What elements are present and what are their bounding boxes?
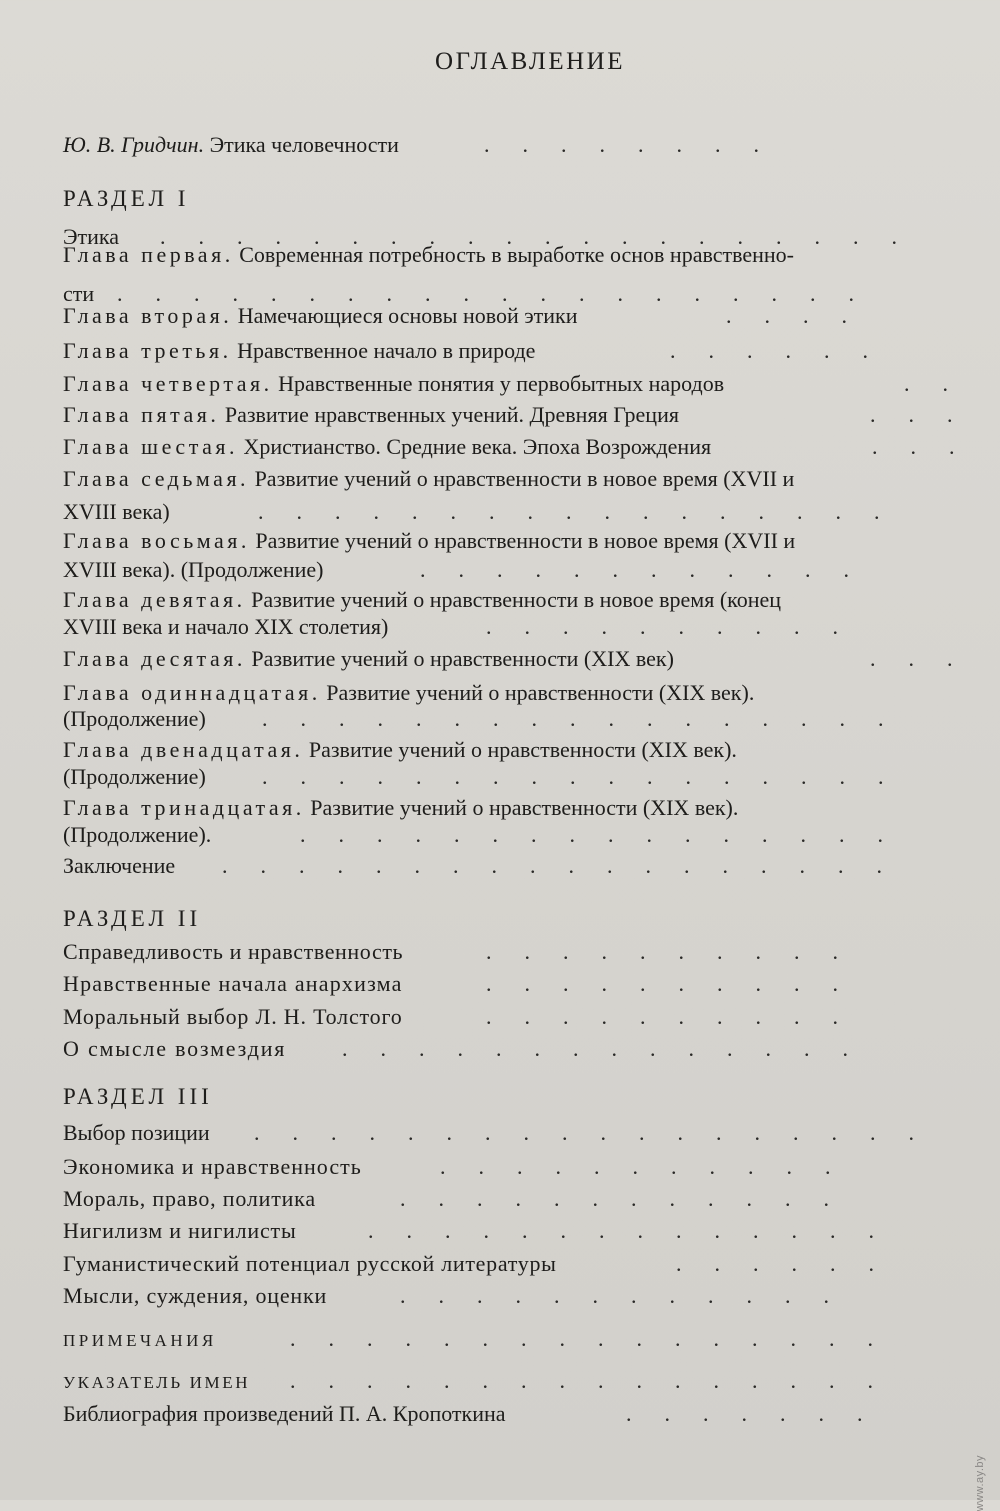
toc-entry-bibliography: Библиография произведений П. А. Кропоткина	[63, 1401, 506, 1426]
leader-dots: . . . . . . . . . .	[486, 614, 838, 639]
toc-entry-chapter-9-cont: XVIII века и начало XIX столетия)	[63, 614, 389, 639]
chapter-title: Развитие нравственных учений. Древняя Греция	[224, 402, 679, 427]
chapter-label: Глава четвертая.	[63, 371, 273, 396]
toc-entry-chapter-1	[63, 242, 794, 268]
toc-entry-position: Выбор позиции	[63, 1120, 210, 1145]
chapter-label: Глава десятая.	[63, 646, 246, 671]
toc-entry-chapter-11	[63, 680, 754, 706]
leader-dots: . . . .	[726, 303, 847, 328]
leader-dots: . . .	[870, 646, 953, 671]
chapter-label: Глава седьмая.	[63, 466, 250, 491]
leader-dots: . . . . . . . . . . . . . .	[368, 1218, 874, 1243]
leader-dots: . . .	[870, 402, 953, 427]
intro-title: Этика человечности	[209, 132, 399, 157]
chapter-title: Намечающиеся основы новой этики	[237, 303, 578, 328]
toc-entry-nihilism: Нигилизм и нигилисты	[63, 1218, 297, 1243]
chapter-title: Нравственное начало в природе	[237, 338, 536, 363]
toc-entry-notes: ПРИМЕЧАНИЯ	[63, 1331, 217, 1350]
chapter-title: Развитие учений о нравственности в новое время (XVII и	[255, 528, 796, 553]
leader-dots: . . . . . . . . . . .	[440, 1154, 831, 1179]
leader-dots: . . . . . . . . . . . . . . . . . . . .	[117, 281, 854, 306]
toc-entry-chapter-6	[63, 434, 711, 460]
chapter-label: Глава третья.	[63, 338, 232, 363]
chapter-title: Развитие учений о нравственности в новое время (конец	[251, 587, 782, 612]
chapter-title: Развитие учений о нравственности (XIX век).	[326, 680, 755, 705]
leader-dots: . . . . . . . . . . . .	[400, 1186, 829, 1211]
chapter-label: Глава двенадцатая.	[63, 737, 304, 762]
toc-entry-anarchism: Нравственные начала анархизма	[63, 971, 403, 996]
leader-dots: . . . . . . . . . . . . . . . . .	[262, 764, 884, 789]
leader-dots: . . . . . . . . . . . . . . . .	[290, 1368, 873, 1393]
toc-entry-chapter-12	[63, 737, 737, 763]
chapter-title: Христианство. Средние века. Эпоха Возрождения	[243, 434, 712, 459]
chapter-title: Нравственные понятия у первобытных народов	[278, 371, 725, 396]
toc-entry-chapter-7	[63, 466, 794, 492]
toc-entry-ethics: Этика	[63, 224, 120, 249]
leader-dots: . . . . . . . . . . . . . . . . . .	[254, 1120, 914, 1145]
toc-entry-chapter-2	[63, 303, 578, 329]
toc-entry-chapter-12-cont: (Продолжение)	[63, 764, 206, 789]
chapter-label: Глава одиннадцатая.	[63, 680, 321, 705]
toc-entry-literature: Гуманистический потенциал русской литературы	[63, 1251, 557, 1276]
toc-entry-chapter-3	[63, 338, 535, 364]
toc-entry-retribution: О смысле возмездия	[63, 1036, 287, 1061]
leader-dots: . . . . . . . . . . . . . .	[342, 1036, 848, 1061]
chapter-label: Глава восьмая.	[63, 528, 250, 553]
leader-dots: . . . . . . . . . .	[486, 971, 838, 996]
leader-dots: . . . . . . . . . . . . . . . .	[300, 822, 883, 847]
leader-dots: . . . . . . . . . . . . . . . .	[290, 1326, 873, 1351]
toc-entry-conclusion: Заключение	[63, 853, 176, 878]
chapter-title: Развитие учений о нравственности (XIX век).	[310, 795, 739, 820]
toc-entry-chapter-9	[63, 587, 781, 613]
leader-dots: . . . . . . . . . . . . . . . . .	[262, 706, 884, 731]
leader-dots: . . . . . . . . . . . . . . . . . .	[222, 853, 882, 878]
toc-entry-chapter-13-cont: (Продолжение).	[63, 822, 212, 847]
toc-entry-justice: Справедливость и нравственность	[63, 939, 404, 964]
leader-dots: . . . . . . .	[626, 1401, 863, 1426]
intro-author: Ю. В. Гридчин.	[63, 132, 205, 157]
toc-entry-chapter-5	[63, 402, 679, 428]
chapter-label: Глава пятая.	[63, 402, 220, 427]
leader-dots: . . . . . .	[676, 1251, 874, 1276]
leader-dots: . . . . . . . . . . . .	[420, 557, 849, 582]
chapter-label: Глава вторая.	[63, 303, 233, 328]
leader-dots: . .	[904, 371, 948, 396]
chapter-label: Глава шестая.	[63, 434, 238, 459]
toc-entry-chapter-13	[63, 795, 738, 821]
leader-dots: . . . . . . . . . .	[486, 939, 838, 964]
toc-entry-chapter-8-cont: XVIII века). (Продолжение)	[63, 557, 324, 582]
toc-entry-intro	[63, 132, 399, 158]
toc-entry-economics: Экономика и нравственность	[63, 1154, 362, 1179]
chapter-label: Глава первая.	[63, 242, 234, 267]
toc-entry-chapter-11-cont: (Продолжение)	[63, 706, 206, 731]
toc-entry-chapter-4	[63, 371, 724, 397]
leader-dots: . . . . . . . .	[484, 132, 759, 157]
toc-entry-chapter-7-cont: XVIII века)	[63, 499, 170, 524]
leader-dots: . . . . . . . . . . . . . . . . . . . .	[160, 224, 897, 249]
chapter-title: Развитие учений о нравственности (XIX век)	[251, 646, 674, 671]
section-heading-2: РАЗДЕЛ II	[63, 906, 202, 931]
toc-entry-chapter-10	[63, 646, 674, 672]
section-heading-3: РАЗДЕЛ III	[63, 1084, 213, 1109]
toc-entry-name-index: УКАЗАТЕЛЬ ИМЕН	[63, 1373, 251, 1392]
chapter-label: Глава девятая.	[63, 587, 246, 612]
chapter-title: Современная потребность в выработке основ нравственно-	[239, 242, 794, 267]
toc-entry-morality-law: Мораль, право, политика	[63, 1186, 316, 1211]
leader-dots: . . .	[872, 434, 955, 459]
toc-entry-chapter-8	[63, 528, 795, 554]
leader-dots: . . . . . . . . . . . .	[400, 1283, 829, 1308]
chapter-title: Развитие учений о нравственности в новое время (XVII и	[254, 466, 795, 491]
leader-dots: . . . . . . . . . . . . . . . . .	[258, 499, 880, 524]
section-heading-1: РАЗДЕЛ I	[63, 186, 190, 211]
chapter-title: Развитие учений о нравственности (XIX век).	[308, 737, 737, 762]
leader-dots: . . . . . .	[670, 338, 868, 363]
page-title: ОГЛАВЛЕНИЕ	[435, 48, 625, 75]
toc-entry-chapter-1-cont: сти	[63, 281, 95, 306]
toc-entry-thoughts: Мысли, суждения, оценки	[63, 1283, 328, 1308]
chapter-label: Глава тринадцатая.	[63, 795, 305, 820]
leader-dots: . . . . . . . . . .	[486, 1004, 838, 1029]
toc-entry-tolstoy: Моральный выбор Л. Н. Толстого	[63, 1004, 403, 1029]
site-watermark: www.ay.by	[974, 1455, 986, 1511]
